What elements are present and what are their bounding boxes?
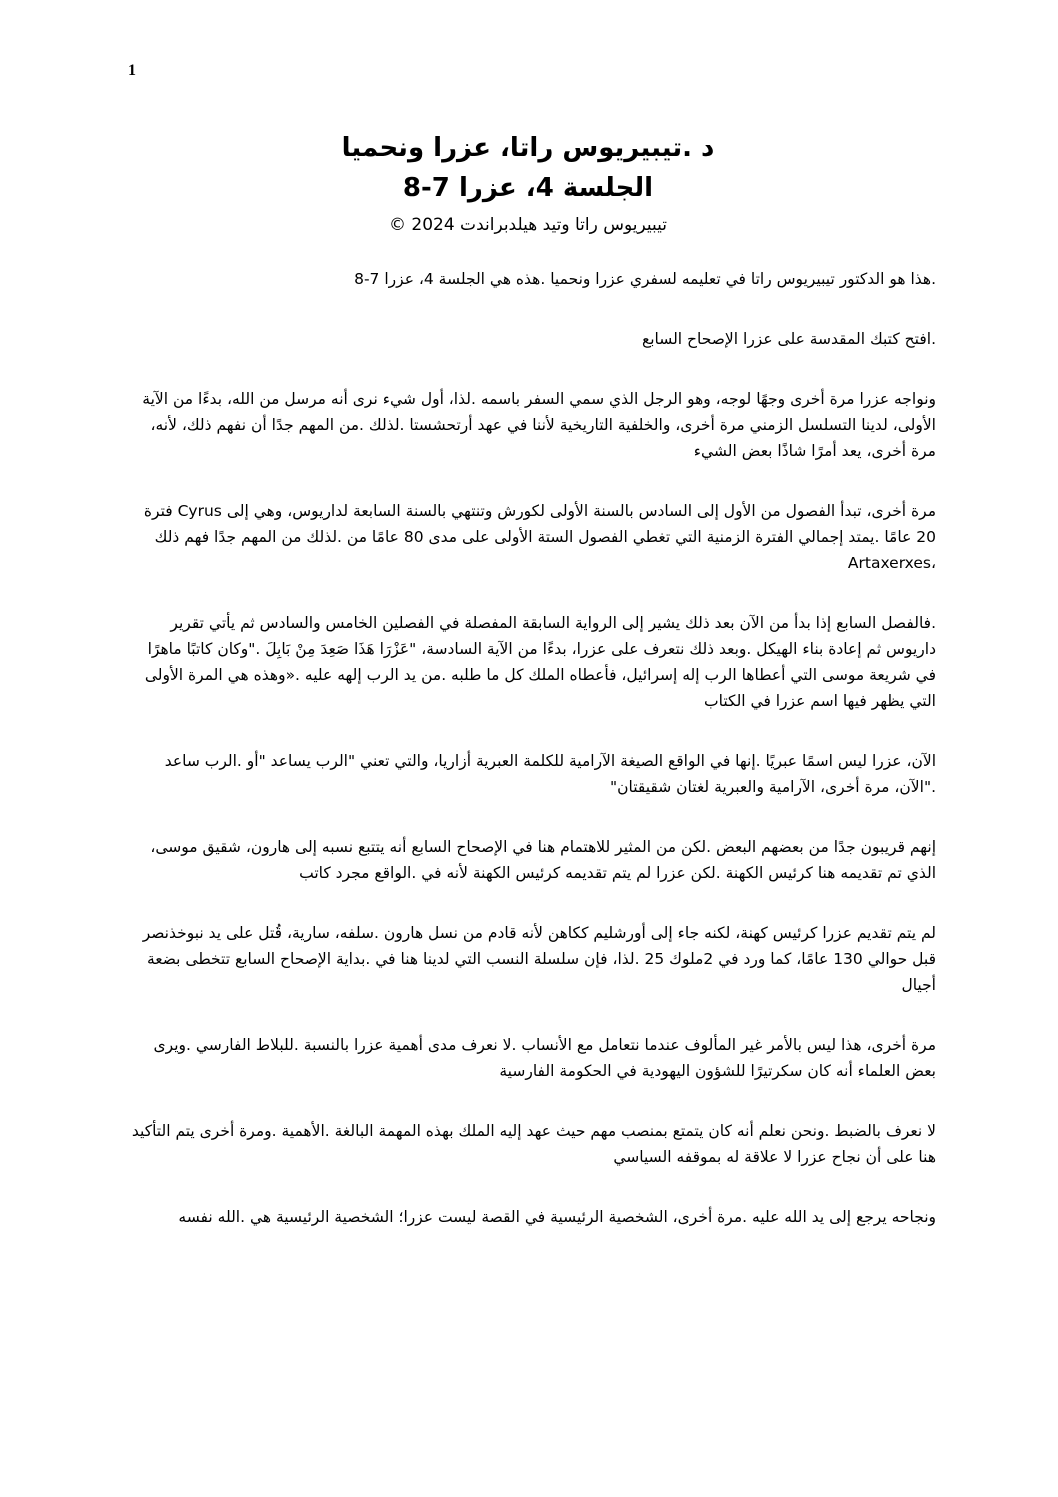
paragraph-intro: .هذا هو الدكتور تيبيريوس راتا في تعليمه لسفري عزرا ونحميا .هذه هي الجلسة 4، عزرا 7-8 — [354, 270, 936, 288]
document-title-line-1: د .تيبيريوس راتا، عزرا ونحميا — [341, 133, 715, 163]
paragraph: مرة أخرى، تبدأ الفصول من الأول إلى السادس بالسنة الأولى لكورش وتنتهي بالسنة السابعة لداريوس، وهي إلى Cyrus فترة 20 عامًا .يمتد إجمالي الفترة الزمنية التي تغطي الفصول الستة الأولى على مدى 80 عامًا من .لذلك من المهم جدًا فهم ذلك ،Artaxerxes — [143, 502, 936, 572]
paragraph: الآن، عزرا ليس اسمًا عبريًا .إنها في الواقع الصيغة الآرامية للكلمة العبرية أزاريا، والتي تعني "الرب يساعد "أو .الرب ساعد ."الآن، مرة أخرى، الآرامية والعبرية لغتان شقيقتان" — [164, 752, 936, 796]
document-header — [120, 128, 936, 240]
document-body — [124, 266, 936, 1264]
page-number: 1 — [128, 62, 136, 79]
paragraph: ونجاحه يرجع إلى يد الله عليه .مرة أخرى، الشخصية الرئيسية في القصة ليست عزرا؛ الشخصية الرئيسية هي .الله نفسه — [178, 1208, 936, 1226]
copyright-line: تيبيريوس راتا وتيد هيلدبراندت 2024 © — [388, 215, 668, 235]
paragraph: لم يتم تقديم عزرا كرئيس كهنة، لكنه جاء إلى أورشليم ككاهن لأنه قادم من نسل هارون .سلفه، سارية، قُتل على يد نبوخذنصر قبل حوالي 130 عامًا، كما ورد في 2ملوك 25 .لذا، فإن سلسلة النسب التي لدينا هنا في .بداية الإصحاح السابع تتخطى بضعة أجيال — [142, 924, 936, 994]
paragraph: .فالفصل السابع إذا بدأ من الآن بعد ذلك يشير إلى الرواية السابقة المفصلة في الفصلين الخامس والسادس ثم يأتي تقرير داريوس ثم إعادة بناء الهيكل .وبعد ذلك نتعرف على عزرا، بدءًا من الآية السادسة، "عَزْرَا هَذَا صَعِدَ مِنْ بَابِلَ ."وكان كاتبًا ماهرًا في شريعة موسى التي أعطاها الرب إله إسرائيل، فأعطاه الملك كل ما طلبه .من يد الرب إلهه عليه .«وهذه هي المرة الأولى التي يظهر فيها اسم عزرا في الكتاب — [144, 614, 936, 710]
paragraph: لا نعرف بالضبط .ونحن نعلم أنه كان يتمتع بمنصب مهم حيث عهد إليه الملك بهذه المهمة البالغة .الأهمية .ومرة أخرى يتم التأكيد هنا على أن نجاح عزرا لا علاقة له بموقفه السياسي — [131, 1122, 936, 1166]
paragraph: ونواجه عزرا مرة أخرى وجهًا لوجه، وهو الرجل الذي سمي السفر باسمه .لذا، أول شيء نرى أنه مرسل من الله، بدءًا من الآية الأولى، لدينا التسلسل الزمني مرة أخرى، والخلفية التاريخية لأننا في عهد أرتحشستا .لذلك .من المهم جدًا أن نفهم ذلك، لأنه، مرة أخرى، يعد أمرًا شاذًا بعض الشيء — [142, 390, 936, 460]
document-title-line-2: الجلسة 4، عزرا 7-8 — [402, 173, 654, 203]
paragraph-open-scriptures: .افتح كتبك المقدسة على عزرا الإصحاح السابع — [641, 330, 936, 348]
paragraph: مرة أخرى، هذا ليس بالأمر غير المألوف عندما نتعامل مع الأنساب .لا نعرف مدى أهمية عزرا بالنسبة .للبلاط الفارسي .ويرى بعض العلماء أنه كان سكرتيرًا للشؤون اليهودية في الحكومة الفارسية — [153, 1036, 936, 1080]
paragraph: إنهم قريبون جدًا من بعضهم البعض .لكن من المثير للاهتمام هنا في الإصحاح السابع أنه يتتبع نسبه إلى هارون، شقيق موسى، الذي تم تقديمه هنا كرئيس الكهنة .لكن عزرا لم يتم تقديمه كرئيس الكهنة لأنه في .الواقع مجرد كاتب — [150, 838, 936, 882]
